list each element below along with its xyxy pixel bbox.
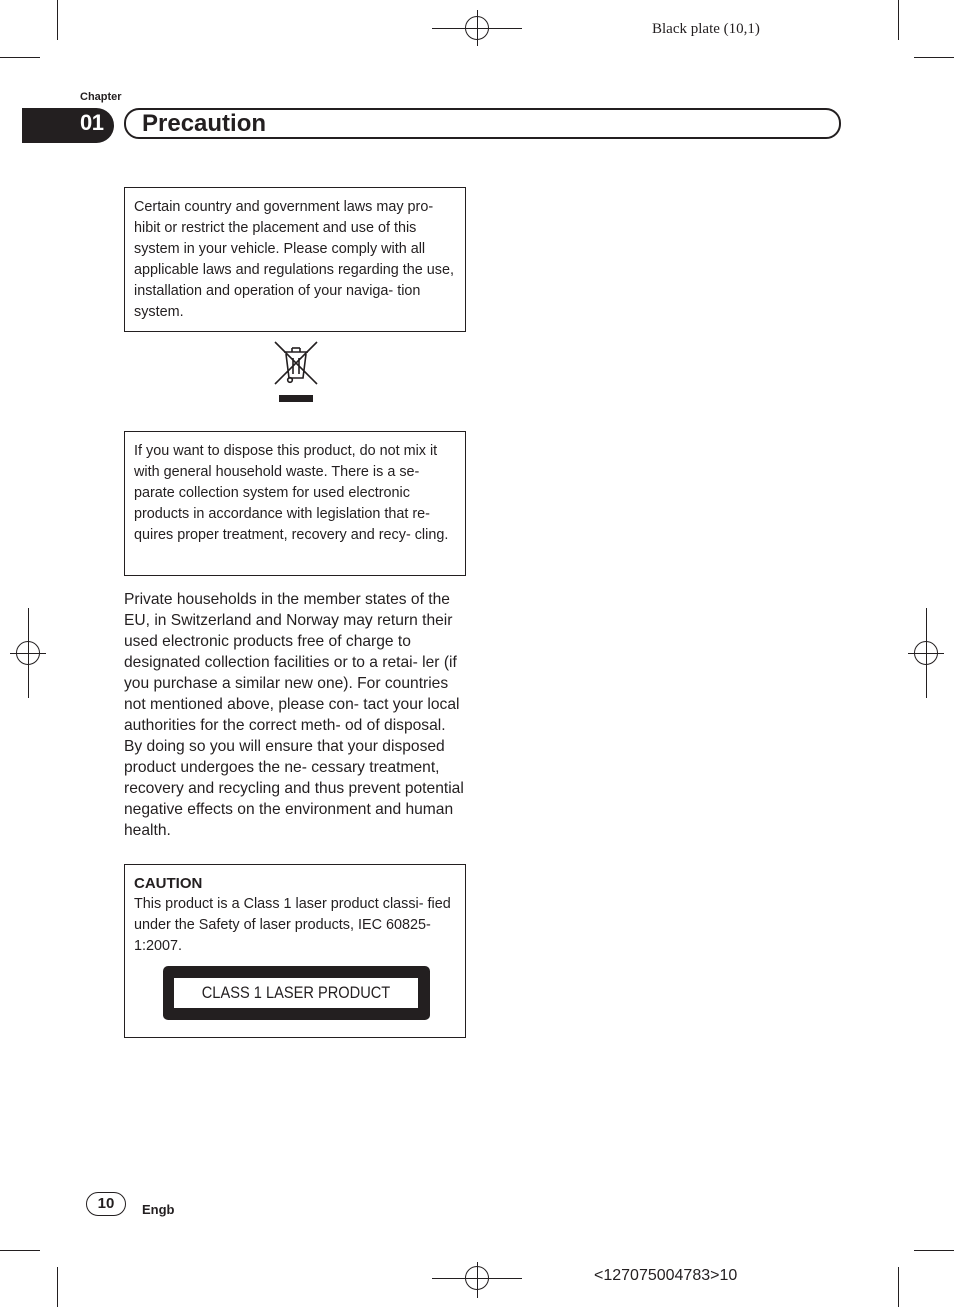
crop-mark xyxy=(898,1267,899,1307)
page-number: 10 xyxy=(86,1192,126,1216)
disposal-notice-box xyxy=(124,431,466,576)
disposal-notice-text: If you want to dispose this product, do not mix it with general household waste. There is a se- parate collection system for used electronic products in accordance with legislation that re- quires proper treatment, recovery and recy- cling. xyxy=(134,443,449,543)
crossed-out-wheelie-bin-icon xyxy=(273,340,319,404)
crop-mark xyxy=(898,0,899,40)
crop-mark xyxy=(57,0,58,40)
registration-circle xyxy=(16,641,40,665)
crop-mark xyxy=(0,57,40,58)
registration-circle xyxy=(914,641,938,665)
chapter-label: Chapter xyxy=(80,91,122,103)
legal-notice-text: Certain country and government laws may pro- hibit or restrict the placement and use of this system in your vehicle. Please comply with all applicable laws and regulations regarding the use, installation and operation of your naviga- tion system. xyxy=(134,199,455,320)
caution-text: This product is a Class 1 laser product classi- fied under the Safety of laser products, IEC 60825-1:2007. xyxy=(134,896,451,954)
chapter-title: Precaution xyxy=(142,110,267,137)
crop-mark xyxy=(914,1250,954,1251)
chapter-number: 01 xyxy=(80,110,104,135)
plate-label: Black plate (10,1) xyxy=(652,21,760,37)
crop-mark xyxy=(57,1267,58,1307)
language-code: Engb xyxy=(142,1202,175,1217)
registration-circle xyxy=(465,16,489,40)
legal-notice-box xyxy=(124,187,466,332)
body-paragraph: Private households in the member states of the EU, in Switzerland and Norway may return their used electronic products free of charge to designated collection facilities or to a retai- ler (if you purchase a similar new one). For countries not mentioned above, please con- tact your local authorities for the correct meth- od of disposal. By doing so you will ensure that your disposed product undergoes the ne- cessary treatment, recovery and recycling and thus prevent potential negative effects on the environment and human health. xyxy=(124,591,464,839)
crop-mark xyxy=(0,1250,40,1251)
crop-mark xyxy=(914,57,954,58)
laser-label-text: CLASS 1 LASER PRODUCT xyxy=(201,983,391,1002)
document-code: <127075004783>10 xyxy=(594,1267,738,1284)
caution-heading: CAUTION xyxy=(134,875,203,892)
registration-circle xyxy=(465,1266,489,1290)
